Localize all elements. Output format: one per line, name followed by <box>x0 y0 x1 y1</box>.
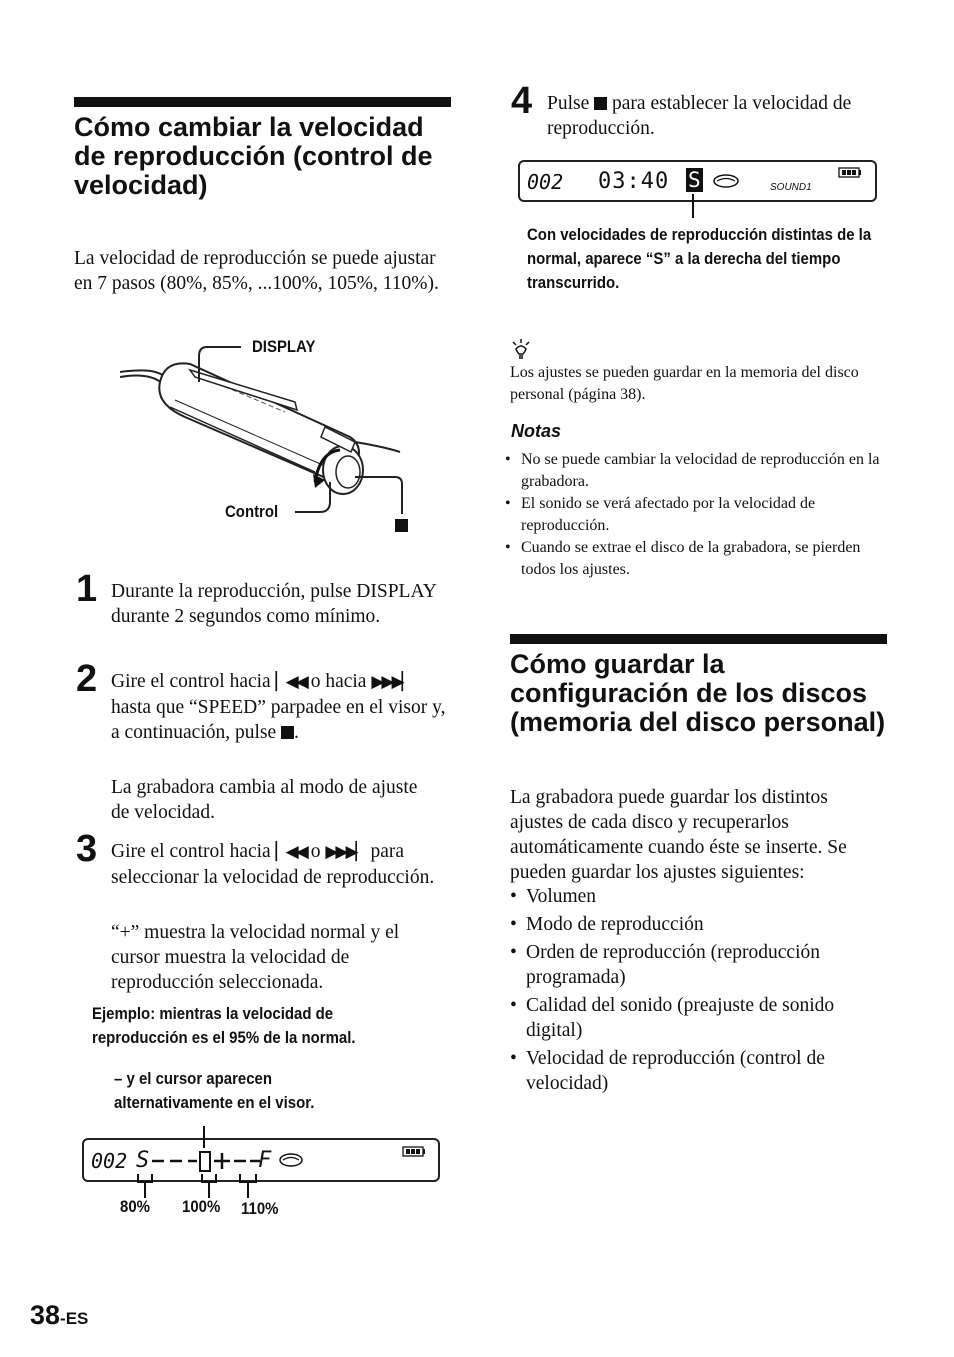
lcd-speed-mark: S <box>688 168 701 192</box>
lcd-sound-label: SOUND1 <box>770 182 812 193</box>
display-button-label: DISPLAY <box>252 337 316 356</box>
settings-item: • Velocidad de reproducción (control de velocidad) <box>510 1046 890 1096</box>
step-3-text: Gire el control hacia ▏◀◀ o ▶▶▶▏ para seleccionar la velocidad de reproducción. <box>111 841 435 888</box>
page-number-suffix: -ES <box>60 1309 89 1328</box>
control-label: Control <box>225 502 279 521</box>
cursor-pointer-line <box>203 1126 205 1148</box>
lcd-track-number: 002 <box>91 1149 128 1173</box>
section-rule <box>510 634 887 644</box>
step-number-2: 2 <box>76 658 98 700</box>
percent-label-110: 110% <box>241 1199 279 1218</box>
percent-label-100: 100% <box>182 1197 221 1216</box>
step-2-text: Gire el control hacia ▏◀◀ o hacia ▶▶▶▏ hasta que “SPEED” parpadee en el visor y, a continuación, pulse . <box>111 671 446 743</box>
lcd-caption: Con velocidades de reproducción distintas de la normal, aparece “S” a la derecha del tiempo transcurrido. <box>527 225 872 292</box>
disc-icon <box>712 174 740 188</box>
intro-paragraph-2: La grabadora puede guardar los distintos ajustes de cada disco y recuperarlos automáticamente cuando éste se inserte. Se pueden guardar los ajustes siguientes: <box>510 787 847 883</box>
tip-bulb-icon <box>511 338 531 360</box>
cursor-caption: – y el cursor aparecen alternativamente en el visor. <box>114 1069 315 1112</box>
stop-icon <box>281 726 294 739</box>
step-number-4: 4 <box>511 80 533 122</box>
page-number <box>30 1300 88 1331</box>
settings-item: • Orden de reproducción (reproducción programada) <box>510 940 890 990</box>
next-track-icon: ▶▶▶▏ <box>325 842 366 862</box>
step-number-3: 3 <box>76 828 98 870</box>
lcd-track-number: 002 <box>527 170 564 194</box>
disc-icon <box>278 1153 304 1167</box>
speed-cursor <box>200 1152 210 1171</box>
step-1-text: Durante la reproducción, pulse DISPLAY durante 2 segundos como mínimo. <box>111 581 437 627</box>
step-3-note: “+” muestra la velocidad normal y el cursor muestra la velocidad de reproducción seleccionada. <box>111 922 400 993</box>
settings-item: • Calidad del sonido (preajuste de sonido digital) <box>510 993 890 1043</box>
settings-item: • Modo de reproducción <box>510 912 890 937</box>
next-track-icon: ▶▶▶▏ <box>371 672 412 692</box>
section-heading: Cómo cambiar la velocidad de reproducción (control de velocidad) <box>74 112 433 200</box>
note-item: • El sonido se verá afectado por la velocidad de reproducción. <box>505 493 890 537</box>
step-4-text: Pulse para establecer la velocidad de reproducción. <box>547 93 852 139</box>
prev-track-icon: ▏◀◀ <box>275 842 306 862</box>
remote-control-figure <box>115 332 415 537</box>
settings-item: • Volumen <box>510 884 890 909</box>
example-caption: Ejemplo: mientras la velocidad de reproducción es el 95% de la normal. <box>92 1004 356 1047</box>
note-item: • No se puede cambiar la velocidad de reproducción en la grabadora. <box>505 449 890 493</box>
s-mark-pointer-line <box>692 194 694 218</box>
step-number-1: 1 <box>76 568 98 610</box>
section-rule <box>74 97 451 107</box>
battery-icon <box>838 167 862 178</box>
intro-paragraph: La velocidad de reproducción se puede ajustar en 7 pasos (80%, 85%, ...100%, 105%, 110%). <box>74 248 439 294</box>
lcd-elapsed-time: 03:40 <box>598 169 670 194</box>
notes-list <box>505 449 890 581</box>
prev-track-icon: ▏◀◀ <box>275 672 306 692</box>
stop-icon <box>594 97 607 110</box>
stop-icon <box>395 518 408 536</box>
percent-label-80: 80% <box>120 1197 150 1216</box>
tip-text: Los ajustes se pueden guardar en la memoria del disco personal (página 38). <box>510 364 859 403</box>
notes-title: Notas <box>511 421 562 441</box>
time-lcd-display <box>518 160 877 202</box>
lcd-scale-end: F <box>258 1148 272 1173</box>
battery-icon <box>402 1146 426 1157</box>
note-item: • Cuando se extrae el disco de la grabadora, se pierden todos los ajustes. <box>505 537 890 581</box>
settings-list <box>510 884 890 1096</box>
speed-scale <box>150 1148 270 1174</box>
section-heading-2: Cómo guardar la configuración de los discos (memoria del disco personal) <box>510 649 886 737</box>
step-2-note: La grabadora cambia al modo de ajuste de velocidad. <box>111 777 418 823</box>
page-number-value: 38 <box>30 1300 61 1330</box>
lcd-scale-start: S <box>136 1148 150 1173</box>
